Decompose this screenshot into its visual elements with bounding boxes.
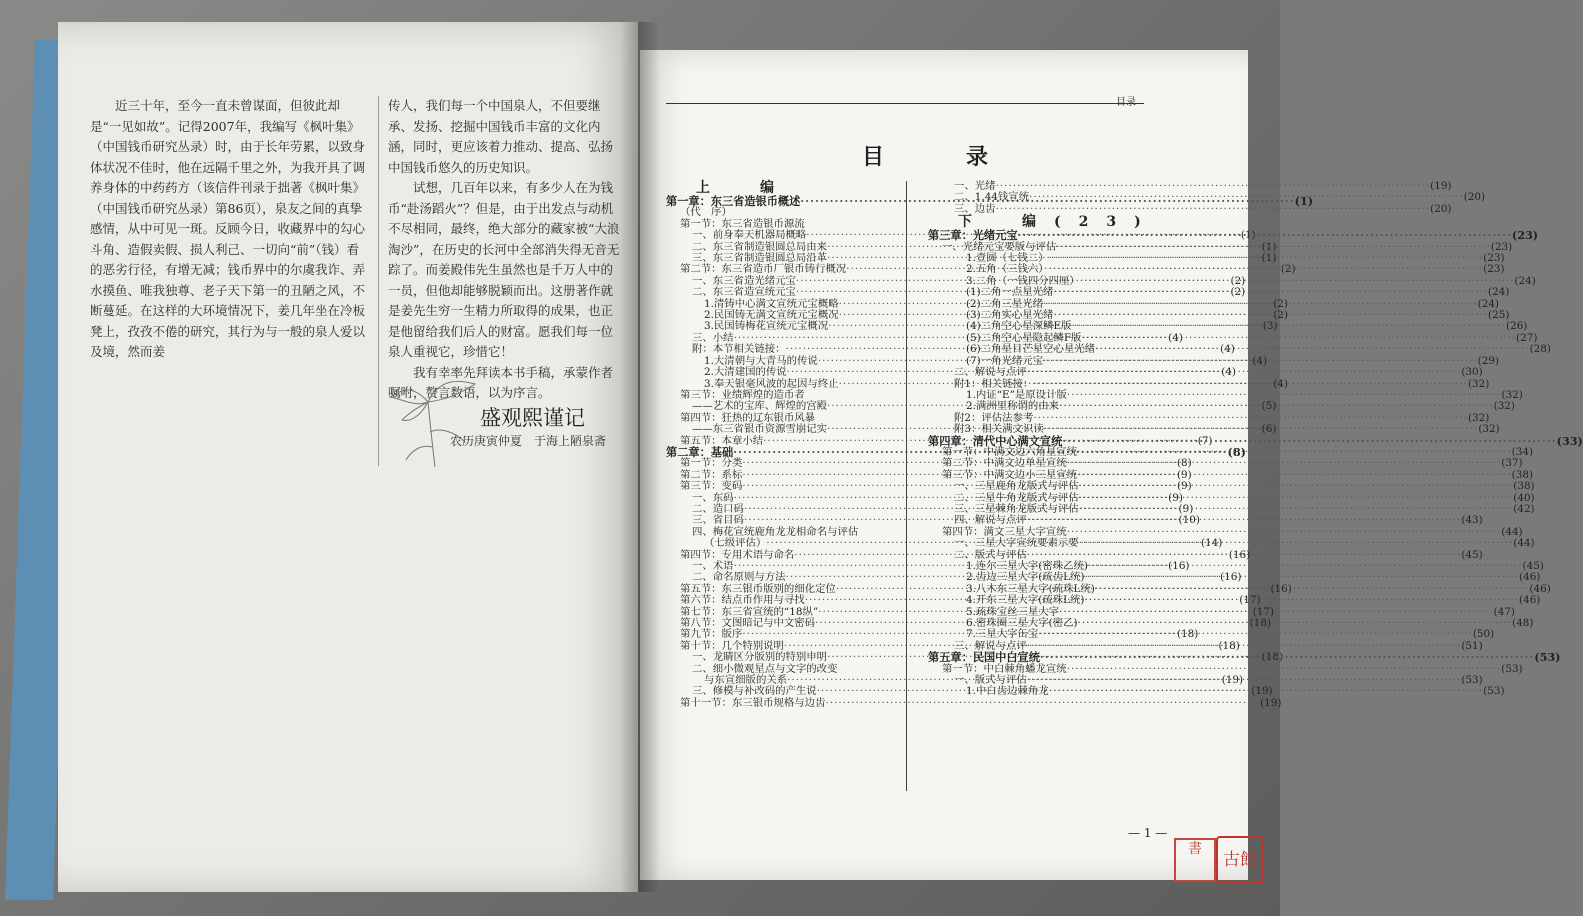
toc-title: 目 录 [862,144,1019,170]
toc-page-ref: (45) [1461,548,1483,561]
toc-entry-title: 三、东三省制造银圆总局沿革 [692,252,828,265]
toc-leader-dots [1059,401,1494,412]
toc-entry-title: 附：本节相关链接： [692,343,786,356]
toc-entry-title: (3)二角实心星光绪 [966,309,1054,322]
toc-entry-title: 第三节：中满文边小三星宣统 [942,468,1078,481]
toc-page-ref: (18) [1261,651,1284,664]
toc-page-ref: (2) [1273,297,1288,310]
seal-character: 館 [1240,850,1257,870]
toc-page-ref: (46) [1529,582,1551,595]
toc-page-ref: (16) [1228,548,1251,561]
toc-entry-title: 第二节：系标 [680,468,743,481]
toc-entry-title: 二、东三省造宣统元宝 [692,286,796,299]
toc-page-ref: (19) [1221,674,1244,687]
toc-entry-title: 三、解说与点评 [954,639,1027,652]
toc-entry-title: 第五节：东三银币版别的细化定位 [680,582,836,595]
running-header [1116,93,1136,108]
toc-page-ref: (30) [1461,366,1483,379]
toc-leader-dots [1079,538,1514,549]
toc-entry-title: 第一节：中白棘角蟠龙宣统 [942,662,1067,675]
toc-entry-title: 4.开东三星大字(疏珠L统) [966,594,1085,607]
toc-page-ref: (37) [1501,457,1523,470]
toc-page-ref: (18) [1249,617,1272,630]
toc-page-ref: (20) [1463,191,1486,204]
toc-entry-title: 三、边齿 [954,202,996,215]
toc-entry-title: 一、术语 [692,560,734,572]
toc-page-ref: (29) [1477,354,1499,367]
toc-leader-dots [825,698,1260,709]
toc-entry-title: (1)二角一点星光绪 [966,286,1054,299]
toc-page-ref: (40) [1513,491,1535,504]
toc-entry-title: 1.内证“E”是原设计版 [966,388,1067,401]
header-rule [666,103,1144,104]
toc-entry-title: (6)二角星目芒星空心星光绪 [966,343,1096,356]
book-gutter [620,22,660,892]
toc-entry-title: 第四节：狂热的辽东银币风暴 [680,411,816,424]
toc-page-ref: (18) [1218,639,1240,652]
toc-entry-title: 第四节：满文三星大字宣统 [942,525,1067,538]
toc-entry-title: 一、光绪元宝要版与评估 [942,240,1057,253]
toc-entry-title: 第一节：东三省造银币源流 [680,217,805,230]
toc-entry-title: 1.壹圆（七钱二） [966,252,1049,265]
toc-page-ref: (2) [1230,286,1246,299]
toc-page-ref: (7) [1197,434,1213,447]
toc-page-ref: (23) [1483,263,1505,276]
signature-title: 盛观熙谨记 [480,406,585,430]
toc-page-ref: (9) [1178,502,1194,515]
toc-leader-dots [1053,287,1488,298]
toc-entry-title: 5.疏珠宝丝三星大字 [966,605,1060,618]
toc-entry-title: 三、修模与补改码的产生说 [692,685,817,698]
toc-entry-title: 四、解说与点评 [954,514,1027,527]
page-number: — 1 — [1128,826,1168,840]
toc-page-ref: (19) [1430,180,1452,192]
toc-entry-title: 一、前身奉天机器局概略 [692,229,807,242]
toc-page-ref: (16) [1270,582,1292,595]
toc-entry-title: 第十一节：东三银币规格与边齿 [680,696,826,709]
toc-entry-title: 二、解说与点评 [954,366,1027,379]
toc-page-ref: (2) [1280,263,1296,276]
toc-page-ref: (8) [1176,457,1192,470]
toc-entry-title: 第五节：本章小结 [680,434,764,447]
toc-page-ref: (2) [1230,274,1246,287]
toc-entry-title: 第一节：中满文边六角星宣统 [942,445,1078,458]
toc-entry-title: 1.清铸中心满文宣统元宝概略 [704,297,839,310]
toc-entry [928,228,1539,243]
toc-page-ref: (53) [1501,662,1523,675]
toc-entry-title: 下 编 [958,214,1054,231]
toc-page-ref: (18) [1176,628,1199,641]
toc-entry-title: 附2：评估法参考 [954,411,1034,424]
preface-column-1 [90,96,370,363]
toc-page-ref: (1) [1261,252,1277,265]
toc-leader-dots [1018,230,1512,241]
toc-entry-title: 第四节：专用术语与命名 [680,548,795,561]
toc-entry-title: 2.民国铸无满文宣统元宝概况 [704,309,839,322]
toc-leader-dots [1049,686,1484,697]
toc-entry-title: 3.八木东三星大字(疏珠L统) [966,582,1095,595]
toc-entry-title: 第七节：东三省宣统的“18纵” [680,605,819,618]
toc-page-ref: (33) [1556,433,1583,448]
toc-leader-dots [1084,595,1519,606]
toc-page-ref: (51) [1461,639,1483,652]
toc-page-ref: (23) [1490,240,1513,253]
toc-entry-title: 2.齿边三星大字(疏齿L统) [966,571,1085,584]
toc-page-ref: (20) [1430,202,1452,215]
signature-subtitle: 农历庚寅仲夏 于海上陋泉斋 [450,434,607,448]
toc-page-ref: (23) [1054,214,1159,231]
toc-page-ref: (32) [1501,388,1523,401]
toc-entry [666,696,1282,709]
toc-entry-title: 2.满洲里称谓的由来 [966,400,1060,413]
toc-entry [928,343,1551,356]
toc-page-ref: (19) [1260,696,1282,709]
toc-entry-title: 第九节：版序 [680,628,743,641]
seal-character: 古 [1223,850,1240,870]
toc-entry-title: 第五章：民国中白宣统 [928,650,1040,665]
toc-page-ref: (38) [1513,480,1535,493]
toc-page-ref: (1) [1294,194,1314,208]
toc-page-ref: (4) [1168,331,1183,344]
toc-page-ref: (46) [1519,594,1541,607]
toc-entry [928,286,1510,299]
toc-entry-title: 第一节：分类 [680,457,743,470]
preface-column-2 [388,96,624,404]
toc-page-ref: (44) [1513,537,1535,550]
toc-page-ref: (53) [1483,685,1505,698]
toc-entry-title: 第三节：业绩辉煌的造币者 [680,388,805,401]
toc-entry-title: 第四章：清代中心满文宣统 [928,433,1063,448]
toc-page-ref: (46) [1519,571,1541,584]
toc-page-ref: (38) [1511,468,1534,481]
toc-entry-title: 四、梅花宣统鹿角龙龙相命名与评估 [692,525,859,538]
toc-page-ref: (48) [1512,617,1534,630]
orchid-illustration [380,372,490,472]
toc-entry-title: (2)二角三星光绪 [966,297,1044,310]
preface-paragraph: 试想，几百年以来，有多少人在为钱币“赴汤蹈火”？但是，由于出发点与动机不尽相同，最终，绝大部分的藏家被“大浪淘沙”，在历史的长河中全部消失得无音无踪了。而姜殿伟先生虽然也是千万人中的一员，但他却能够脱颖而出。这册著作就是姜先生穷一生精力所取得的成果，也正是他留给我们后人的财富。愿我们每一位泉人重视它，珍惜它！ [388,180,620,359]
toc-entry-title: ——东三省银币资源雪崩记实 [692,423,828,436]
toc-entry-title: 6.密珠圈三星大字(密乙) [966,617,1078,630]
toc-entry-title: 一、龙睛区分版别的特别申明 [692,651,828,664]
toc-entry-title: 二、1.44钱宣统 [954,191,1030,204]
toc-entry-title: 一、东三省造光绪元宝 [692,274,796,287]
toc-page-ref: (32) [1478,423,1500,436]
toc-entry-title: 第三节：变码 [680,480,743,493]
seal-stamp [1174,838,1216,882]
column-divider [378,96,379,466]
toc-entry-title: 第十节：几个特别说明 [680,639,784,652]
toc-page-ref: (25) [1488,309,1510,322]
toc-page-ref: (45) [1522,560,1544,572]
toc-entry-title: 一、三星大字宣统要素示要 [954,537,1079,550]
toc-entry-title: 一、版式与评估 [954,674,1027,687]
toc-page-ref: (47) [1493,605,1515,618]
toc-entry-title: 第二章：基础 [666,444,734,459]
toc-page-ref: (16) [1168,560,1190,572]
preface-paragraph: 传人，我们每一个中国泉人，不但要继承、发扬、挖掘中国钱币丰富的文化内涵，同时，更应该着力推动、提高、弘扬中国钱币悠久的历史知识。 [388,98,614,175]
toc-entry-title: 二、版式与评估 [954,548,1027,561]
toc-entry-title: 附3：相关满文识读 [954,423,1044,436]
toc-page-ref: (4) [1220,343,1235,356]
toc-entry [928,400,1515,413]
toc-page-ref: (24) [1488,286,1510,299]
toc-entry-title: 3.奉天银毫风波的起因与终止 [704,377,839,390]
toc-page-ref: (44) [1501,525,1523,538]
toc-entry-title: 三、三星棘角龙版式与评估 [954,502,1079,515]
toc-page-ref: (42) [1513,502,1535,515]
toc-page-ref: (9) [1168,491,1183,504]
toc-page-ref: (4) [1221,366,1236,379]
toc-page-ref: (53) [1461,674,1483,687]
toc-entry [928,480,1535,493]
toc-page-ref: (53) [1534,650,1561,665]
toc-page-ref: (28) [1529,343,1551,356]
toc-entry-title: 1.大清朝与大青马的传说 [704,354,818,367]
toc-leader-dots [1040,652,1534,663]
toc-page-ref: (50) [1472,628,1495,641]
toc-entry-title: 上 编 [696,180,792,196]
toc-page-ref: (32) [1493,400,1515,413]
toc-page-ref: (24) [1514,274,1536,287]
toc-leader-dots [1079,481,1514,492]
toc-entry-title: 三、小结 [692,331,734,344]
toc-page-ref: (4) [1252,354,1268,367]
toc-entry-title: 附1：相关链接： [954,377,1034,390]
preface-paragraph: 我有幸率先拜读本书手稿，承蒙作者嘱咐，赘言数语，以为序言。 [388,364,614,400]
toc-page-ref: (16) [1220,571,1242,584]
toc-entry-title: 第六节：结点币作用与寻找 [680,594,805,607]
toc-entry-title: 二、三星牛角龙版式与评估 [954,491,1079,504]
toc-page-ref: (3) [1262,320,1278,333]
seal-stamp [1216,836,1264,884]
toc-page-ref: (19) [1251,685,1273,698]
toc-entry-title: 1.中白齿边棘角龙 [966,685,1049,698]
toc-entry-title: 第二节：东三省造币厂银币铸行概况 [680,263,847,276]
preface-paragraph: 近三十年，至今一直未曾谋面，但彼此却是“一见如故”。记得2007年，我编写《枫叶集》（中国钱币研究丛录）时，由于长年劳累，以致身体状况不佳时，他在远隔千里之外，为我开具了调养身体的中药药方（该信件刊录于拙著《枫叶集》（中国钱币研究丛录）第86页），泉友之间的真挚感情，从中可见一斑。反顾今日，收藏界中的勾心斗角、造假卖假、损人利己、一切向“前”（钱）看的恶劣行径，有增无减；钱币界中的尔虞我诈、弄水摸鱼、唯我独尊、老子天下第一的丑陋之风，不断蔓延。在这样的大环境情况下，姜几年坐在冷板凳上，孜孜不倦的研究，其行为与一般的泉人爱以及境，然而姜 [90,98,366,359]
toc-entry-title: 第三章：光绪元宝 [928,228,1018,243]
seal-character: 書 [1188,841,1202,857]
toc-page-ref: (1) [1240,229,1256,242]
toc-page-ref: (26) [1506,320,1528,333]
toc-page-ref: (32) [1467,377,1490,390]
toc-entry-title: 一、三星鹿角龙版式与评估 [954,480,1079,493]
toc-leader-dots [1095,344,1530,355]
toc-entry-title: 二、命名原则与方法 [692,571,786,584]
toc-entry-title: 7.三星大字缶宝 [966,628,1039,641]
toc-page-ref: (5) [1261,400,1277,413]
toc-page-ref: (10) [1178,514,1200,527]
toc-entry-title: （代 序） [680,206,732,219]
toc-page-ref: (43) [1461,514,1483,527]
toc-page-ref: (23) [1483,252,1505,265]
toc-entry [928,366,1483,379]
toc-entry-title: （七级评估） [704,537,767,550]
toc-page-ref: (17) [1239,594,1261,607]
toc-page-ref: (34) [1511,445,1534,458]
toc-entry-title: 2.大清建国的传说 [704,366,787,379]
toc-entry-title: 第八节：文图暗记与中文密码 [680,617,816,630]
toc-page-ref: (4) [1273,377,1288,390]
toc-page-ref: (8) [1227,444,1246,459]
toc-entry-title: 与东宣细版的关系 [704,674,788,687]
toc-entry-title: 第二节：中满文边单星宣统 [942,457,1067,470]
toc-entry-title: (7)一角光绪元宝 [966,354,1044,367]
toc-entry-title: 3.二角（一钱四分四厘） [966,274,1080,287]
toc-entry-title: ——艺术的宝库、辉煌的宫殿 [692,400,828,413]
toc-page-ref: (6) [1261,423,1277,436]
toc-page-ref: (2) [1273,309,1288,322]
toc-entry-title: 第一章：东三省造银币概述 [666,194,801,208]
toc-page-ref: (14) [1200,537,1223,550]
toc-entry-title: 三、省目码 [692,514,744,527]
toc-entry-title: 二、细小微观星点与文字的改变 [692,662,838,675]
toc-entry-title: 3.民国铸梅花宣统元宝概况 [704,320,829,333]
toc-page-ref: (24) [1477,297,1499,310]
toc-page-ref: (32) [1467,411,1490,424]
toc-entry-title: 2.五角（三钱六） [966,263,1049,276]
toc-page-ref: (9) [1176,468,1192,481]
toc-page-ref: (17) [1252,605,1275,618]
toc-page-ref: (1) [1261,240,1277,253]
toc-entry-title: 一、光绪 [954,180,996,192]
toc-column-divider [906,181,907,791]
toc-page-ref: (9) [1176,480,1192,493]
toc-entry-title: 1.连尔三星大字(密珠乙统) [966,560,1088,572]
toc-entry-title: 一、东码 [692,491,734,504]
toc-entry-title: 二、造口码 [692,502,744,515]
toc-entry-title: (4)二角空心星深鳞E版 [966,320,1072,333]
toc-entry-title: 二、东三省制造银圆总局由来 [692,240,828,253]
toc-page-ref: (27) [1516,331,1538,344]
toc-leader-dots [1027,367,1462,378]
toc-entry-title: (5)二角空心星隐起鳞F版 [966,331,1082,344]
toc-page-ref: (23) [1511,228,1539,243]
